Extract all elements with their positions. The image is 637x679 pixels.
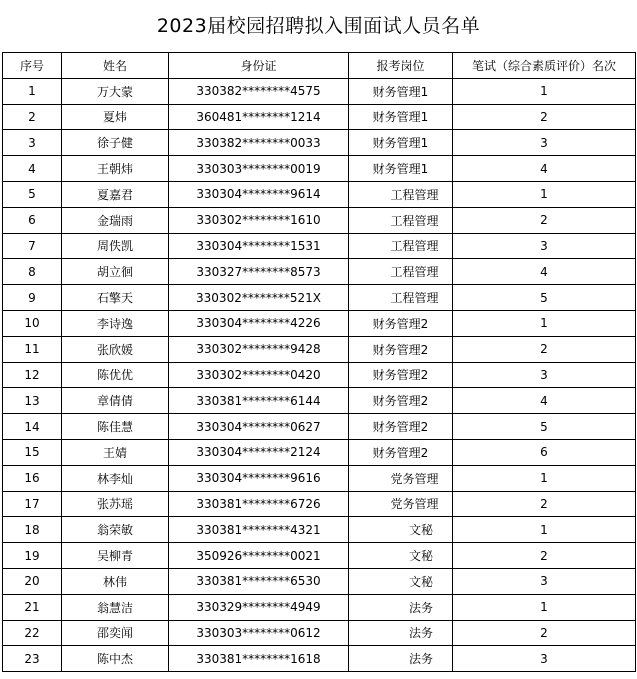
cell-id-number: 330329********4949 [169, 594, 349, 620]
cell-seq: 23 [3, 646, 62, 672]
cell-id-number: 330382********0033 [169, 130, 349, 156]
table-row [3, 388, 636, 414]
cell-id-number: 330302********1610 [169, 207, 349, 233]
cell-rank: 2 [453, 207, 636, 233]
cell-id-number: 330304********4226 [169, 310, 349, 336]
table-row [3, 439, 636, 465]
cell-id-number: 330381********4321 [169, 517, 349, 543]
cell-seq: 12 [3, 362, 62, 388]
cell-id-number: 330302********0420 [169, 362, 349, 388]
cell-rank: 1 [453, 181, 636, 207]
cell-seq: 17 [3, 491, 62, 517]
cell-id-number: 330304********9614 [169, 181, 349, 207]
cell-name: 夏嘉君 [62, 181, 169, 207]
cell-position: 财务管理1 [349, 104, 453, 130]
table-row [3, 620, 636, 646]
cell-id-number: 330381********1618 [169, 646, 349, 672]
cell-name: 金瑞雨 [62, 207, 169, 233]
cell-seq: 7 [3, 233, 62, 259]
cell-name: 林李灿 [62, 465, 169, 491]
table-row [3, 130, 636, 156]
cell-name: 胡立徊 [62, 259, 169, 285]
cell-position: 党务管理 [349, 491, 453, 517]
cell-id-number: 350926********0021 [169, 543, 349, 569]
cell-seq: 15 [3, 439, 62, 465]
cell-name: 林伟 [62, 568, 169, 594]
cell-rank: 6 [453, 439, 636, 465]
table-row [3, 78, 636, 104]
cell-seq: 14 [3, 414, 62, 440]
cell-rank: 4 [453, 259, 636, 285]
cell-seq: 9 [3, 285, 62, 311]
cell-rank: 4 [453, 388, 636, 414]
table-row [3, 285, 636, 311]
header-position: 报考岗位 [349, 53, 453, 79]
cell-position: 文秘 [349, 543, 453, 569]
cell-name: 周佚凯 [62, 233, 169, 259]
cell-name: 翁荣敏 [62, 517, 169, 543]
cell-name: 张苏瑶 [62, 491, 169, 517]
cell-rank: 3 [453, 362, 636, 388]
table-row [3, 104, 636, 130]
header-rank: 笔试（综合素质评价）名次 [453, 53, 636, 79]
cell-id-number: 330381********6144 [169, 388, 349, 414]
cell-position: 财务管理2 [349, 336, 453, 362]
cell-name: 徐子健 [62, 130, 169, 156]
table-row [3, 207, 636, 233]
table-row [3, 156, 636, 182]
table-row [3, 336, 636, 362]
cell-id-number: 330303********0612 [169, 620, 349, 646]
cell-position: 工程管理 [349, 233, 453, 259]
cell-position: 财务管理1 [349, 156, 453, 182]
cell-id-number: 330381********6530 [169, 568, 349, 594]
cell-seq: 5 [3, 181, 62, 207]
table-row [3, 517, 636, 543]
table-row [3, 491, 636, 517]
cell-seq: 19 [3, 543, 62, 569]
cell-id-number: 330304********1531 [169, 233, 349, 259]
cell-position: 法务 [349, 594, 453, 620]
cell-name: 王婧 [62, 439, 169, 465]
cell-seq: 16 [3, 465, 62, 491]
cell-seq: 1 [3, 78, 62, 104]
cell-name: 张欣媛 [62, 336, 169, 362]
cell-id-number: 330304********2124 [169, 439, 349, 465]
cell-name: 石擎天 [62, 285, 169, 311]
cell-position: 工程管理 [349, 259, 453, 285]
cell-seq: 21 [3, 594, 62, 620]
table-row [3, 646, 636, 672]
header-name: 姓名 [62, 53, 169, 79]
cell-seq: 3 [3, 130, 62, 156]
table-row [3, 362, 636, 388]
cell-id-number: 330304********0627 [169, 414, 349, 440]
cell-name: 李诗逸 [62, 310, 169, 336]
cell-name: 邵奕闻 [62, 620, 169, 646]
cell-seq: 4 [3, 156, 62, 182]
cell-position: 财务管理1 [349, 78, 453, 104]
table-row [3, 310, 636, 336]
cell-id-number: 330381********6726 [169, 491, 349, 517]
cell-seq: 10 [3, 310, 62, 336]
cell-rank: 1 [453, 465, 636, 491]
cell-rank: 2 [453, 336, 636, 362]
cell-rank: 2 [453, 543, 636, 569]
cell-seq: 2 [3, 104, 62, 130]
cell-name: 吴柳青 [62, 543, 169, 569]
cell-id-number: 360481********1214 [169, 104, 349, 130]
cell-seq: 11 [3, 336, 62, 362]
cell-id-number: 330382********4575 [169, 78, 349, 104]
cell-name: 陈优优 [62, 362, 169, 388]
table-row [3, 594, 636, 620]
cell-id-number: 330302********9428 [169, 336, 349, 362]
cell-position: 财务管理1 [349, 130, 453, 156]
cell-rank: 2 [453, 620, 636, 646]
header-id: 身份证 [169, 53, 349, 79]
cell-seq: 8 [3, 259, 62, 285]
cell-rank: 1 [453, 517, 636, 543]
cell-rank: 5 [453, 414, 636, 440]
cell-position: 文秘 [349, 568, 453, 594]
cell-seq: 18 [3, 517, 62, 543]
cell-id-number: 330302********521X [169, 285, 349, 311]
table-body [3, 78, 636, 671]
cell-position: 财务管理2 [349, 414, 453, 440]
cell-position: 工程管理 [349, 181, 453, 207]
table-row [3, 543, 636, 569]
cell-rank: 3 [453, 233, 636, 259]
table-row [3, 465, 636, 491]
cell-position: 财务管理2 [349, 310, 453, 336]
cell-name: 夏炜 [62, 104, 169, 130]
cell-position: 财务管理2 [349, 362, 453, 388]
cell-id-number: 330304********9616 [169, 465, 349, 491]
cell-rank: 1 [453, 310, 636, 336]
cell-rank: 3 [453, 568, 636, 594]
table-row [3, 414, 636, 440]
cell-rank: 2 [453, 104, 636, 130]
cell-name: 陈佳慧 [62, 414, 169, 440]
cell-id-number: 330303********0019 [169, 156, 349, 182]
cell-seq: 13 [3, 388, 62, 414]
cell-seq: 20 [3, 568, 62, 594]
cell-name: 章倩倩 [62, 388, 169, 414]
cell-rank: 3 [453, 646, 636, 672]
cell-rank: 2 [453, 491, 636, 517]
cell-seq: 22 [3, 620, 62, 646]
table-row [3, 233, 636, 259]
table-row [3, 181, 636, 207]
page-title: 2023届校园招聘拟入围面试人员名单 [156, 15, 481, 37]
table-header-row [3, 53, 636, 79]
table-row [3, 568, 636, 594]
cell-seq: 6 [3, 207, 62, 233]
cell-position: 法务 [349, 646, 453, 672]
cell-position: 文秘 [349, 517, 453, 543]
cell-position: 工程管理 [349, 285, 453, 311]
cell-rank: 1 [453, 594, 636, 620]
cell-position: 财务管理2 [349, 439, 453, 465]
candidate-table [2, 52, 636, 672]
cell-position: 法务 [349, 620, 453, 646]
cell-name: 王朝炜 [62, 156, 169, 182]
cell-rank: 3 [453, 130, 636, 156]
cell-position: 党务管理 [349, 465, 453, 491]
cell-name: 翁慧洁 [62, 594, 169, 620]
table-row [3, 259, 636, 285]
cell-name: 万大蒙 [62, 78, 169, 104]
header-seq: 序号 [3, 53, 62, 79]
cell-position: 财务管理2 [349, 388, 453, 414]
cell-id-number: 330327********8573 [169, 259, 349, 285]
cell-rank: 1 [453, 78, 636, 104]
cell-rank: 5 [453, 285, 636, 311]
cell-rank: 4 [453, 156, 636, 182]
cell-position: 工程管理 [349, 207, 453, 233]
cell-name: 陈中杰 [62, 646, 169, 672]
